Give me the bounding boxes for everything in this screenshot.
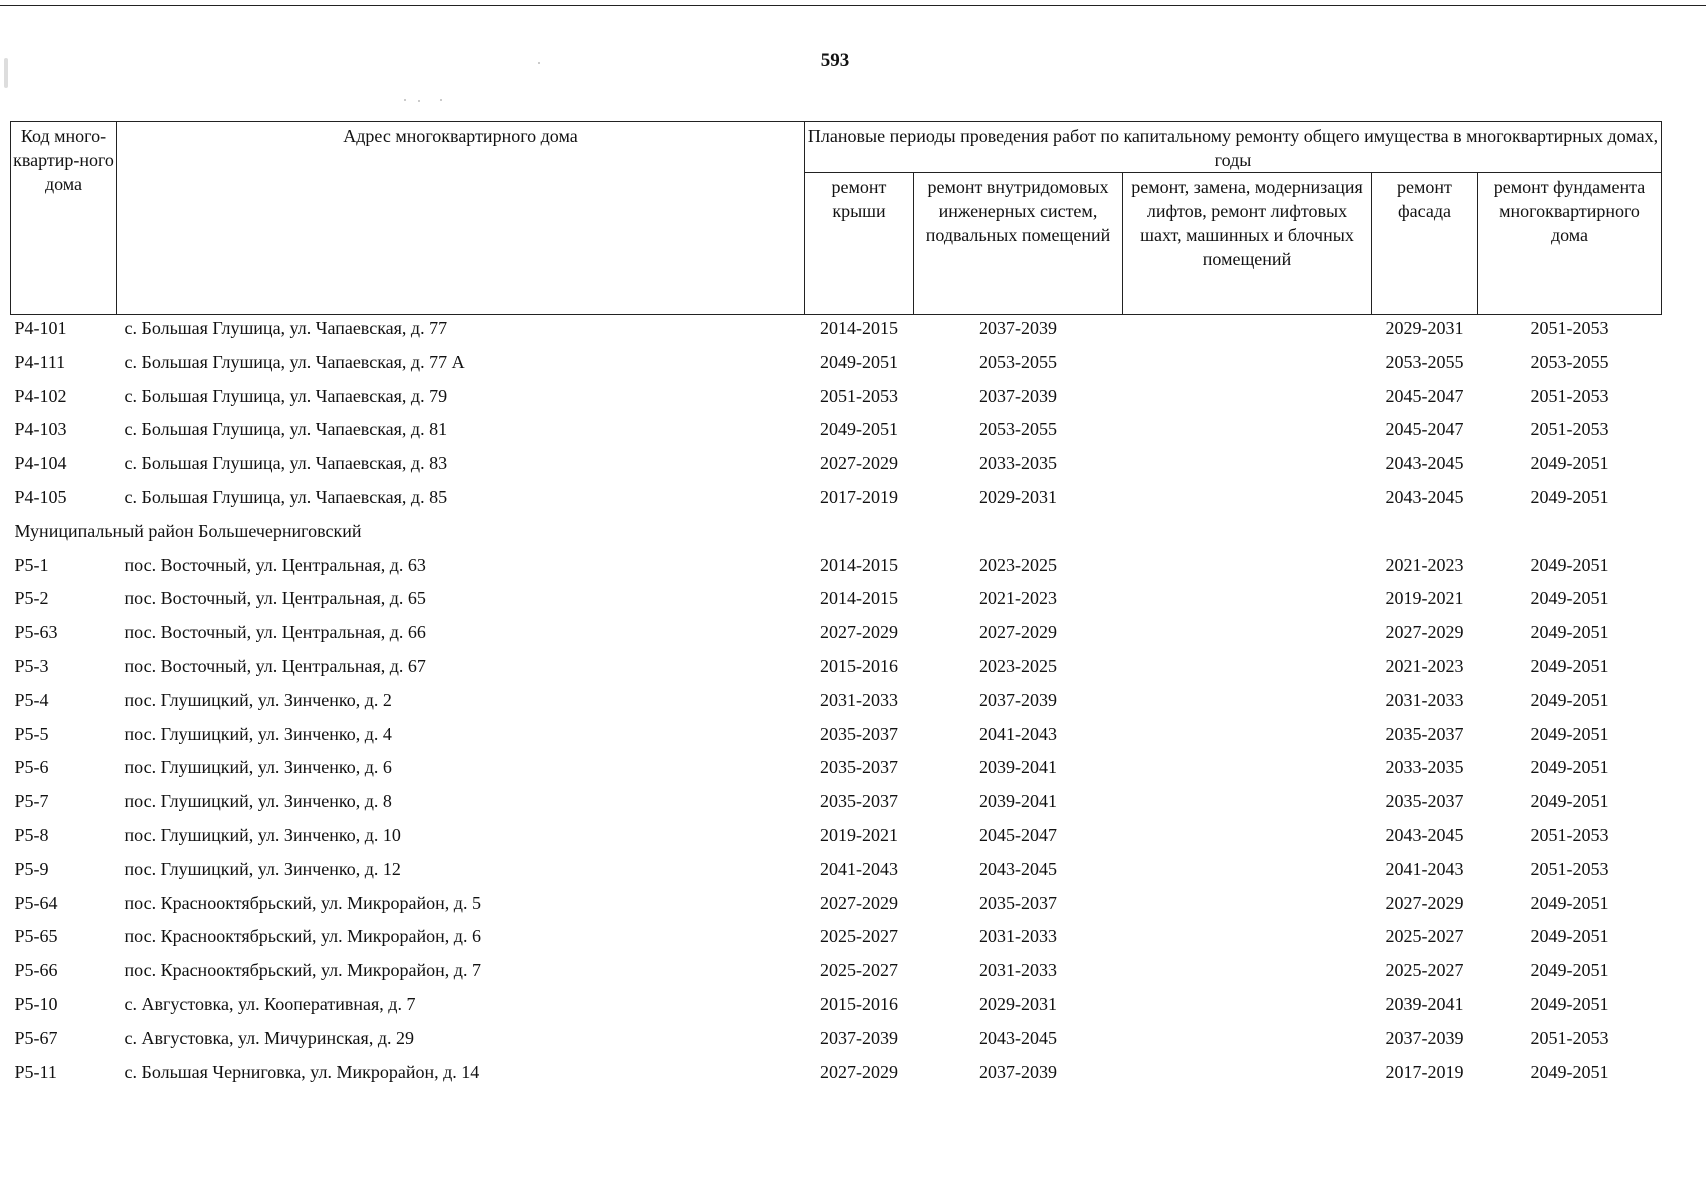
cell-facade: 2021-2023	[1385, 655, 1464, 676]
table-row	[11, 991, 1662, 1025]
table-row	[11, 788, 1662, 822]
cell-code: Р4-103	[14, 419, 67, 440]
cell-facade: 2045-2047	[1385, 419, 1464, 440]
cell-roof: 2014-2015	[820, 318, 898, 338]
cell-address: пос. Восточный, ул. Центральная, д. 65	[124, 588, 426, 609]
cell-code: Р5-9	[14, 858, 49, 879]
cell-elevators	[1123, 484, 1372, 518]
header-address: Адрес многоквартирного дома	[117, 122, 805, 315]
cell-roof: 2031-2033	[820, 689, 898, 710]
cell-code: Р4-111	[14, 351, 66, 372]
cell-address: пос. Восточный, ул. Центральная, д. 67	[124, 655, 426, 676]
table-row	[11, 585, 1662, 619]
cell-code: Р5-65	[14, 926, 58, 947]
cell-roof: 2015-2016	[820, 655, 898, 676]
cell-facade: 2025-2027	[1385, 960, 1464, 981]
table-row	[11, 484, 1662, 518]
cell-elevators	[1123, 315, 1372, 349]
cell-facade: 2017-2019	[1385, 1061, 1464, 1082]
table-row	[11, 383, 1662, 417]
cell-foundation: 2053-2055	[1530, 351, 1609, 372]
cell-foundation: 2049-2051	[1530, 689, 1609, 710]
cell-foundation: 2051-2053	[1530, 824, 1609, 845]
cell-elevators	[1123, 957, 1372, 991]
cell-address: пос. Глушицкий, ул. Зинченко, д. 6	[124, 757, 392, 778]
cell-elevators	[1123, 856, 1372, 890]
table-row	[11, 619, 1662, 653]
cell-elevators	[1123, 585, 1372, 619]
header-foundation: ремонт фундамента многоквартирного дома	[1478, 173, 1662, 315]
cell-roof: 2014-2015	[820, 588, 898, 609]
cell-engineering: 2041-2043	[979, 723, 1057, 744]
cell-facade: 2033-2035	[1385, 757, 1464, 778]
cell-foundation: 2049-2051	[1530, 723, 1609, 744]
cell-foundation: 2051-2053	[1530, 419, 1609, 440]
scan-speck	[418, 100, 420, 102]
cell-address: пос. Глушицкий, ул. Зинченко, д. 2	[124, 689, 392, 710]
scan-speck	[440, 99, 442, 101]
cell-engineering: 2023-2025	[979, 655, 1057, 676]
cell-address: с. Августовка, ул. Мичуринская, д. 29	[124, 1027, 414, 1048]
table-body	[11, 315, 1662, 552]
cell-foundation: 2049-2051	[1530, 757, 1609, 778]
cell-foundation: 2049-2051	[1530, 486, 1609, 507]
table-row	[11, 687, 1662, 721]
cell-engineering: 2039-2041	[979, 791, 1057, 812]
cell-facade: 2045-2047	[1385, 385, 1464, 406]
cell-elevators	[1123, 416, 1372, 450]
table-row	[11, 856, 1662, 890]
cell-code: Р5-4	[14, 689, 49, 710]
cell-roof: 2015-2016	[820, 993, 898, 1014]
cell-address: пос. Краснооктябрьский, ул. Микрорайон, д. 5	[124, 892, 481, 913]
cell-foundation: 2049-2051	[1530, 926, 1609, 947]
cell-foundation: 2051-2053	[1530, 1027, 1609, 1048]
cell-facade: 2025-2027	[1385, 926, 1464, 947]
cell-engineering: 2037-2039	[979, 385, 1057, 406]
cell-facade: 2021-2023	[1385, 554, 1464, 575]
top-rule	[0, 5, 1706, 6]
table-row	[11, 315, 1662, 349]
cell-facade: 2029-2031	[1385, 318, 1464, 338]
cell-code: Р4-102	[14, 385, 67, 406]
cell-code: Р4-104	[14, 453, 67, 474]
cell-facade: 2043-2045	[1385, 486, 1464, 507]
cell-foundation: 2049-2051	[1530, 892, 1609, 913]
table-row	[11, 822, 1662, 856]
cell-address: с. Большая Глушица, ул. Чапаевская, д. 85	[124, 486, 448, 507]
cell-facade: 2027-2029	[1385, 622, 1464, 643]
cell-address: с. Большая Глушица, ул. Чапаевская, д. 77	[124, 318, 448, 338]
cell-roof: 2041-2043	[820, 858, 898, 879]
cell-engineering: 2031-2033	[979, 960, 1057, 981]
table-row	[11, 923, 1662, 957]
cell-roof: 2017-2019	[820, 486, 898, 507]
cell-code: Р5-6	[14, 757, 49, 778]
cell-roof: 2025-2027	[820, 926, 898, 947]
scan-speck	[4, 58, 8, 88]
cell-code: Р5-11	[14, 1061, 57, 1082]
cell-elevators	[1123, 653, 1372, 687]
cell-code: Р5-10	[14, 993, 58, 1014]
cell-code: Р5-3	[14, 655, 49, 676]
table-row	[11, 416, 1662, 450]
cell-engineering: 2043-2045	[979, 1027, 1057, 1048]
cell-engineering: 2053-2055	[979, 419, 1057, 440]
cell-engineering: 2053-2055	[979, 351, 1057, 372]
cell-address: пос. Глушицкий, ул. Зинченко, д. 10	[124, 824, 401, 845]
cell-code: Р4-105	[14, 486, 67, 507]
cell-facade: 2035-2037	[1385, 791, 1464, 812]
page-number: 593	[820, 50, 850, 71]
cell-address: пос. Краснооктябрьский, ул. Микрорайон, д. 7	[124, 960, 481, 981]
cell-facade: 2035-2037	[1385, 723, 1464, 744]
cell-engineering: 2029-2031	[979, 993, 1057, 1014]
cell-engineering: 2029-2031	[979, 486, 1057, 507]
repair-schedule-table	[10, 121, 1662, 1092]
header-facade: ремонт фасада	[1372, 173, 1478, 315]
cell-facade: 2037-2039	[1385, 1027, 1464, 1048]
cell-roof: 2027-2029	[820, 1061, 898, 1082]
cell-engineering: 2023-2025	[979, 554, 1057, 575]
cell-elevators	[1123, 450, 1372, 484]
cell-roof: 2025-2027	[820, 960, 898, 981]
cell-code: Р5-1	[14, 554, 49, 575]
cell-code: Р5-8	[14, 824, 49, 845]
cell-roof: 2027-2029	[820, 892, 898, 913]
cell-code: Р5-67	[14, 1027, 58, 1048]
cell-roof: 2019-2021	[820, 824, 898, 845]
cell-engineering: 2033-2035	[979, 453, 1057, 474]
cell-roof: 2027-2029	[820, 453, 898, 474]
cell-facade: 2053-2055	[1385, 351, 1464, 372]
cell-roof: 2035-2037	[820, 791, 898, 812]
cell-elevators	[1123, 991, 1372, 1025]
cell-roof: 2014-2015	[820, 554, 898, 575]
cell-engineering: 2037-2039	[979, 1061, 1057, 1082]
table-row	[11, 890, 1662, 924]
cell-facade: 2043-2045	[1385, 824, 1464, 845]
cell-foundation: 2049-2051	[1530, 655, 1609, 676]
cell-address: с. Большая Черниговка, ул. Микрорайон, д. 14	[124, 1061, 480, 1082]
cell-address: пос. Глушицкий, ул. Зинченко, д. 12	[124, 858, 401, 879]
header-code: Код много-квартир-ного дома	[11, 122, 117, 315]
cell-engineering: 2031-2033	[979, 926, 1057, 947]
scan-speck	[404, 99, 406, 101]
cell-elevators	[1123, 687, 1372, 721]
cell-address: с. Августовка, ул. Кооперативная, д. 7	[124, 993, 416, 1014]
table-row	[11, 349, 1662, 383]
cell-code: Р5-7	[14, 791, 49, 812]
table-row	[11, 1059, 1662, 1093]
cell-address: с. Большая Глушица, ул. Чапаевская, д. 79	[124, 385, 448, 406]
cell-foundation: 2049-2051	[1530, 960, 1609, 981]
cell-foundation: 2051-2053	[1530, 385, 1609, 406]
cell-engineering: 2037-2039	[979, 689, 1057, 710]
header-engineering: ремонт внутридомовых инженерных систем, подвальных помещений	[914, 173, 1123, 315]
cell-address: с. Большая Глушица, ул. Чапаевская, д. 83	[124, 453, 448, 474]
scan-speck	[538, 62, 540, 64]
cell-roof: 2049-2051	[820, 419, 898, 440]
cell-elevators	[1123, 552, 1372, 586]
cell-roof: 2051-2053	[820, 385, 898, 406]
cell-foundation: 2049-2051	[1530, 993, 1609, 1014]
cell-elevators	[1123, 349, 1372, 383]
cell-facade: 2043-2045	[1385, 453, 1464, 474]
cell-address: пос. Глушицкий, ул. Зинченко, д. 8	[124, 791, 392, 812]
cell-elevators	[1123, 721, 1372, 755]
cell-elevators	[1123, 1025, 1372, 1059]
cell-address: с. Большая Глушица, ул. Чапаевская, д. 81	[124, 419, 448, 440]
cell-foundation: 2049-2051	[1530, 588, 1609, 609]
cell-address: с. Большая Глушица, ул. Чапаевская, д. 77 А	[124, 351, 465, 372]
cell-address: пос. Восточный, ул. Центральная, д. 66	[124, 622, 426, 643]
cell-code: Р5-2	[14, 588, 49, 609]
cell-foundation: 2051-2053	[1530, 858, 1609, 879]
table-row	[11, 552, 1662, 586]
cell-code: Р5-5	[14, 723, 49, 744]
table-row	[11, 653, 1662, 687]
cell-elevators	[1123, 619, 1372, 653]
cell-foundation: 2049-2051	[1530, 453, 1609, 474]
cell-elevators	[1123, 788, 1372, 822]
cell-roof: 2037-2039	[820, 1027, 898, 1048]
cell-roof: 2035-2037	[820, 757, 898, 778]
cell-engineering: 2043-2045	[979, 858, 1057, 879]
cell-facade: 2041-2043	[1385, 858, 1464, 879]
cell-engineering: 2037-2039	[979, 318, 1057, 338]
section-title: Муниципальный район Большечерниговский	[14, 520, 362, 541]
cell-address: пос. Восточный, ул. Центральная, д. 63	[124, 554, 426, 575]
cell-facade: 2019-2021	[1385, 588, 1464, 609]
table-body-section	[11, 552, 1662, 1093]
header-planned-periods: Плановые периоды проведения работ по капитальному ремонту общего имущества в многоквартирных домах, годы	[805, 122, 1662, 173]
cell-engineering: 2045-2047	[979, 824, 1057, 845]
table-row	[11, 1025, 1662, 1059]
cell-elevators	[1123, 1059, 1372, 1093]
cell-elevators	[1123, 890, 1372, 924]
cell-foundation: 2049-2051	[1530, 622, 1609, 643]
cell-roof: 2049-2051	[820, 351, 898, 372]
cell-elevators	[1123, 822, 1372, 856]
cell-foundation: 2049-2051	[1530, 791, 1609, 812]
cell-engineering: 2035-2037	[979, 892, 1057, 913]
cell-roof: 2027-2029	[820, 622, 898, 643]
cell-address: пос. Глушицкий, ул. Зинченко, д. 4	[124, 723, 392, 744]
table-row	[11, 957, 1662, 991]
cell-elevators	[1123, 754, 1372, 788]
cell-code: Р4-101	[14, 318, 67, 338]
header-elevators: ремонт, замена, модернизация лифтов, ремонт лифтовых шахт, машинных и блочных помещений	[1123, 173, 1372, 315]
cell-roof: 2035-2037	[820, 723, 898, 744]
cell-foundation: 2049-2051	[1530, 1061, 1609, 1082]
cell-code: Р5-63	[14, 622, 58, 643]
cell-code: Р5-64	[14, 892, 58, 913]
cell-foundation: 2049-2051	[1530, 554, 1609, 575]
table-row	[11, 450, 1662, 484]
cell-elevators	[1123, 383, 1372, 417]
cell-address: пос. Краснооктябрьский, ул. Микрорайон, д. 6	[124, 926, 481, 947]
cell-elevators	[1123, 923, 1372, 957]
cell-engineering: 2021-2023	[979, 588, 1057, 609]
cell-facade: 2031-2033	[1385, 689, 1464, 710]
header-roof: ремонт крыши	[805, 173, 914, 315]
section-row	[11, 518, 1662, 552]
cell-foundation: 2051-2053	[1530, 318, 1609, 338]
cell-code: Р5-66	[14, 960, 58, 981]
cell-engineering: 2039-2041	[979, 757, 1057, 778]
cell-facade: 2027-2029	[1385, 892, 1464, 913]
table-row	[11, 754, 1662, 788]
cell-engineering: 2027-2029	[979, 622, 1057, 643]
table-row	[11, 721, 1662, 755]
cell-facade: 2039-2041	[1385, 993, 1464, 1014]
